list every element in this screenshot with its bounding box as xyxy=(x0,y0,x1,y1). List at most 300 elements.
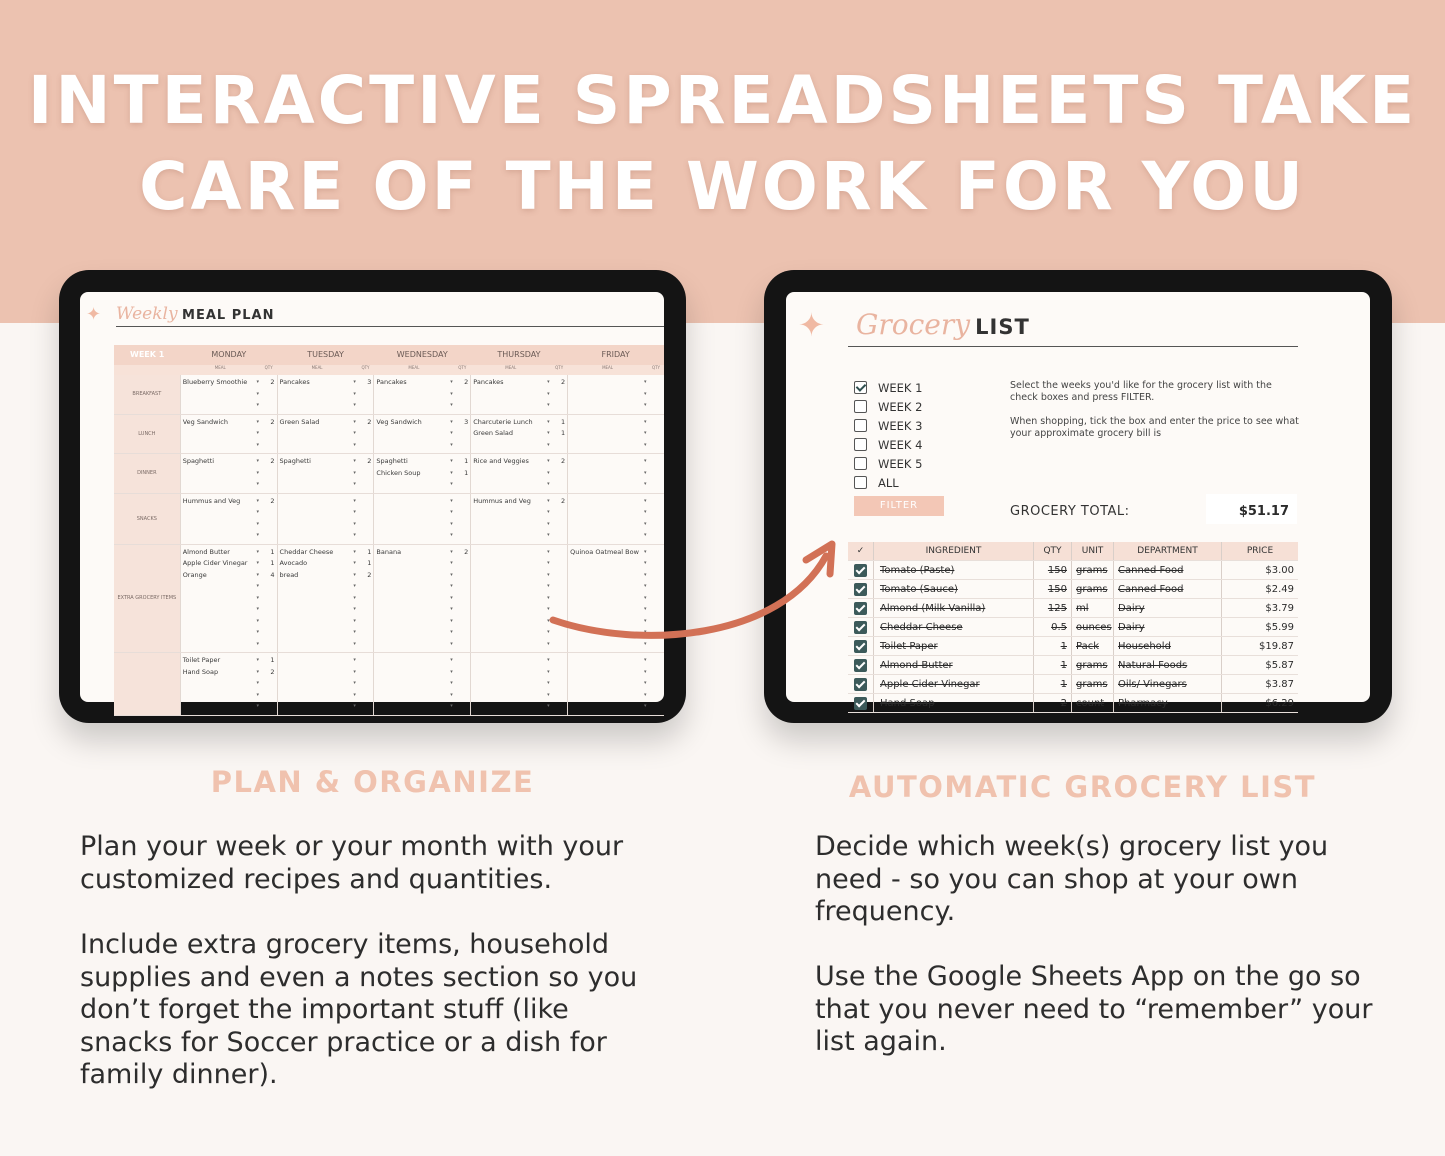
dropdown-arrow-icon[interactable]: ▾ xyxy=(450,629,453,635)
dropdown-arrow-icon[interactable]: ▾ xyxy=(450,668,453,675)
meal-entry[interactable] xyxy=(376,479,468,491)
meal-entry[interactable] xyxy=(473,377,565,389)
dropdown-arrow-icon[interactable]: ▾ xyxy=(256,469,260,476)
dropdown-arrow-icon[interactable]: ▾ xyxy=(353,703,356,709)
meal-entry[interactable] xyxy=(570,547,662,559)
dropdown-arrow-icon[interactable]: ▾ xyxy=(450,583,453,589)
meal-entry[interactable] xyxy=(570,627,662,639)
meal-entry[interactable] xyxy=(376,440,468,452)
dropdown-arrow-icon[interactable]: ▾ xyxy=(643,441,647,448)
dropdown-arrow-icon[interactable]: ▾ xyxy=(256,571,260,578)
dropdown-arrow-icon[interactable]: ▾ xyxy=(353,657,356,663)
meal-entry[interactable] xyxy=(183,581,275,593)
dropdown-arrow-icon[interactable]: ▾ xyxy=(256,548,260,555)
dropdown-arrow-icon[interactable]: ▾ xyxy=(450,402,453,408)
meal-entry[interactable] xyxy=(473,547,565,559)
dropdown-arrow-icon[interactable]: ▾ xyxy=(353,680,356,686)
meal-entry[interactable] xyxy=(473,507,565,519)
dropdown-arrow-icon[interactable]: ▾ xyxy=(643,497,647,504)
grocery-price[interactable]: $3.79 xyxy=(1265,603,1294,614)
meal-entry[interactable] xyxy=(570,593,662,605)
meal-entry[interactable] xyxy=(473,570,565,582)
dropdown-arrow-icon[interactable]: ▾ xyxy=(643,402,647,408)
meal-entry[interactable] xyxy=(280,604,372,616)
dropdown-arrow-icon[interactable]: ▾ xyxy=(450,481,453,487)
meal-entry[interactable] xyxy=(376,377,468,389)
meal-entry[interactable] xyxy=(570,456,662,468)
dropdown-arrow-icon[interactable]: ▾ xyxy=(353,390,356,397)
meal-entry[interactable] xyxy=(570,496,662,508)
dropdown-arrow-icon[interactable]: ▾ xyxy=(353,379,356,385)
dropdown-arrow-icon[interactable]: ▾ xyxy=(450,703,453,709)
meal-entry[interactable] xyxy=(570,400,662,412)
meal-entry[interactable] xyxy=(280,701,372,713)
dropdown-arrow-icon[interactable]: ▾ xyxy=(353,441,356,448)
meal-entry[interactable] xyxy=(376,519,468,531)
dropdown-arrow-icon[interactable]: ▾ xyxy=(450,441,453,448)
meal-entry[interactable] xyxy=(280,440,372,452)
dropdown-arrow-icon[interactable]: ▾ xyxy=(547,691,550,698)
meal-entry[interactable] xyxy=(570,678,662,690)
grocery-price[interactable]: $5.99 xyxy=(1265,622,1294,633)
dropdown-arrow-icon[interactable]: ▾ xyxy=(450,458,453,464)
meal-entry[interactable] xyxy=(376,530,468,542)
dropdown-arrow-icon[interactable]: ▾ xyxy=(256,532,260,538)
meal-entry[interactable] xyxy=(183,530,275,542)
meal-entry[interactable] xyxy=(570,570,662,582)
meal-entry[interactable] xyxy=(473,627,565,639)
dropdown-arrow-icon[interactable]: ▾ xyxy=(256,390,260,397)
meal-entry[interactable] xyxy=(280,616,372,628)
meal-entry[interactable] xyxy=(473,496,565,508)
meal-entry[interactable] xyxy=(280,428,372,440)
meal-entry[interactable] xyxy=(183,593,275,605)
meal-entry[interactable] xyxy=(570,507,662,519)
dropdown-arrow-icon[interactable]: ▾ xyxy=(643,606,647,612)
dropdown-arrow-icon[interactable]: ▾ xyxy=(643,548,647,555)
dropdown-arrow-icon[interactable]: ▾ xyxy=(450,617,453,624)
meal-entry[interactable] xyxy=(376,417,468,429)
dropdown-arrow-icon[interactable]: ▾ xyxy=(643,458,647,464)
dropdown-arrow-icon[interactable]: ▾ xyxy=(450,469,453,476)
meal-entry[interactable] xyxy=(280,639,372,651)
meal-entry[interactable] xyxy=(183,627,275,639)
meal-entry[interactable] xyxy=(376,428,468,440)
meal-entry[interactable] xyxy=(183,428,275,440)
dropdown-arrow-icon[interactable]: ▾ xyxy=(450,497,453,504)
dropdown-arrow-icon[interactable]: ▾ xyxy=(353,469,356,476)
dropdown-arrow-icon[interactable]: ▾ xyxy=(256,441,260,448)
dropdown-arrow-icon[interactable]: ▾ xyxy=(256,379,260,385)
meal-entry[interactable] xyxy=(376,496,468,508)
week-option[interactable] xyxy=(854,454,922,473)
dropdown-arrow-icon[interactable]: ▾ xyxy=(450,657,453,663)
meal-entry[interactable] xyxy=(183,701,275,713)
dropdown-arrow-icon[interactable]: ▾ xyxy=(353,458,356,464)
dropdown-arrow-icon[interactable]: ▾ xyxy=(256,640,260,647)
dropdown-arrow-icon[interactable]: ▾ xyxy=(450,379,453,385)
meal-entry[interactable] xyxy=(570,558,662,570)
meal-entry[interactable] xyxy=(280,456,372,468)
meal-entry[interactable] xyxy=(183,479,275,491)
meal-entry[interactable] xyxy=(280,507,372,519)
dropdown-arrow-icon[interactable]: ▾ xyxy=(450,594,453,601)
dropdown-arrow-icon[interactable]: ▾ xyxy=(256,402,260,408)
checkbox-icon[interactable] xyxy=(854,419,867,432)
dropdown-arrow-icon[interactable]: ▾ xyxy=(547,571,550,578)
dropdown-arrow-icon[interactable]: ▾ xyxy=(450,640,453,647)
meal-entry[interactable] xyxy=(376,678,468,690)
meal-entry[interactable] xyxy=(473,530,565,542)
meal-entry[interactable] xyxy=(376,570,468,582)
meal-entry[interactable] xyxy=(570,428,662,440)
meal-entry[interactable] xyxy=(473,593,565,605)
meal-entry[interactable] xyxy=(183,519,275,531)
dropdown-arrow-icon[interactable]: ▾ xyxy=(547,481,550,487)
dropdown-arrow-icon[interactable]: ▾ xyxy=(353,548,356,555)
filter-button[interactable]: FILTER xyxy=(854,496,944,516)
week-option[interactable] xyxy=(854,435,922,454)
dropdown-arrow-icon[interactable]: ▾ xyxy=(450,691,453,698)
dropdown-arrow-icon[interactable]: ▾ xyxy=(256,703,260,709)
grocery-price[interactable]: $2.49 xyxy=(1265,584,1294,595)
meal-entry[interactable] xyxy=(280,417,372,429)
meal-entry[interactable] xyxy=(183,377,275,389)
grocery-price[interactable]: $5.87 xyxy=(1265,660,1294,671)
dropdown-arrow-icon[interactable]: ▾ xyxy=(547,379,550,385)
dropdown-arrow-icon[interactable]: ▾ xyxy=(256,657,260,663)
dropdown-arrow-icon[interactable]: ▾ xyxy=(353,571,356,578)
dropdown-arrow-icon[interactable]: ▾ xyxy=(643,390,647,397)
meal-entry[interactable] xyxy=(183,690,275,702)
meal-entry[interactable] xyxy=(473,519,565,531)
checkbox-icon[interactable] xyxy=(854,640,867,653)
meal-entry[interactable] xyxy=(183,400,275,412)
meal-entry[interactable] xyxy=(183,678,275,690)
meal-entry[interactable] xyxy=(376,655,468,667)
meal-entry[interactable] xyxy=(473,604,565,616)
dropdown-arrow-icon[interactable]: ▾ xyxy=(643,509,647,515)
week-option[interactable] xyxy=(854,378,922,397)
dropdown-arrow-icon[interactable]: ▾ xyxy=(643,680,647,686)
dropdown-arrow-icon[interactable]: ▾ xyxy=(450,571,453,578)
meal-entry[interactable] xyxy=(473,701,565,713)
meal-entry[interactable] xyxy=(570,655,662,667)
meal-entry[interactable] xyxy=(280,593,372,605)
dropdown-arrow-icon[interactable]: ▾ xyxy=(353,418,356,425)
dropdown-arrow-icon[interactable]: ▾ xyxy=(353,617,356,624)
dropdown-arrow-icon[interactable]: ▾ xyxy=(547,458,550,464)
dropdown-arrow-icon[interactable]: ▾ xyxy=(643,571,647,578)
meal-entry[interactable] xyxy=(570,639,662,651)
dropdown-arrow-icon[interactable]: ▾ xyxy=(450,560,453,566)
dropdown-arrow-icon[interactable]: ▾ xyxy=(643,532,647,538)
dropdown-arrow-icon[interactable]: ▾ xyxy=(547,583,550,589)
dropdown-arrow-icon[interactable]: ▾ xyxy=(353,560,356,566)
meal-entry[interactable] xyxy=(473,400,565,412)
meal-entry[interactable] xyxy=(473,428,565,440)
meal-entry[interactable] xyxy=(280,377,372,389)
dropdown-arrow-icon[interactable]: ▾ xyxy=(256,629,260,635)
meal-entry[interactable] xyxy=(473,479,565,491)
dropdown-arrow-icon[interactable]: ▾ xyxy=(256,497,260,504)
dropdown-arrow-icon[interactable]: ▾ xyxy=(353,497,356,504)
checkbox-icon[interactable] xyxy=(854,697,867,710)
meal-entry[interactable] xyxy=(183,655,275,667)
dropdown-arrow-icon[interactable]: ▾ xyxy=(450,390,453,397)
meal-entry[interactable] xyxy=(183,389,275,401)
meal-entry[interactable] xyxy=(376,581,468,593)
dropdown-arrow-icon[interactable]: ▾ xyxy=(353,668,356,675)
dropdown-arrow-icon[interactable]: ▾ xyxy=(353,402,356,408)
dropdown-arrow-icon[interactable]: ▾ xyxy=(547,402,550,408)
dropdown-arrow-icon[interactable]: ▾ xyxy=(353,629,356,635)
dropdown-arrow-icon[interactable]: ▾ xyxy=(547,680,550,686)
dropdown-arrow-icon[interactable]: ▾ xyxy=(547,594,550,601)
meal-entry[interactable] xyxy=(473,456,565,468)
dropdown-arrow-icon[interactable]: ▾ xyxy=(643,469,647,476)
dropdown-arrow-icon[interactable]: ▾ xyxy=(643,594,647,601)
meal-entry[interactable] xyxy=(280,690,372,702)
meal-entry[interactable] xyxy=(376,507,468,519)
dropdown-arrow-icon[interactable]: ▾ xyxy=(256,680,260,686)
meal-entry[interactable] xyxy=(473,389,565,401)
dropdown-arrow-icon[interactable]: ▾ xyxy=(353,691,356,698)
dropdown-arrow-icon[interactable]: ▾ xyxy=(353,481,356,487)
meal-entry[interactable] xyxy=(183,468,275,480)
checkbox-icon[interactable] xyxy=(854,381,867,394)
meal-entry[interactable] xyxy=(280,400,372,412)
meal-entry[interactable] xyxy=(183,547,275,559)
dropdown-arrow-icon[interactable]: ▾ xyxy=(643,379,647,385)
meal-entry[interactable] xyxy=(280,655,372,667)
dropdown-arrow-icon[interactable]: ▾ xyxy=(256,594,260,601)
meal-entry[interactable] xyxy=(473,690,565,702)
dropdown-arrow-icon[interactable]: ▾ xyxy=(256,691,260,698)
dropdown-arrow-icon[interactable]: ▾ xyxy=(450,418,453,425)
checkbox-icon[interactable] xyxy=(854,678,867,691)
meal-entry[interactable] xyxy=(570,616,662,628)
meal-entry[interactable] xyxy=(183,456,275,468)
meal-entry[interactable] xyxy=(376,639,468,651)
meal-entry[interactable] xyxy=(183,558,275,570)
meal-entry[interactable] xyxy=(473,639,565,651)
dropdown-arrow-icon[interactable]: ▾ xyxy=(256,509,260,515)
dropdown-arrow-icon[interactable]: ▾ xyxy=(353,583,356,589)
meal-entry[interactable] xyxy=(183,616,275,628)
meal-entry[interactable] xyxy=(376,627,468,639)
meal-entry[interactable] xyxy=(183,604,275,616)
checkbox-icon[interactable] xyxy=(854,602,867,615)
meal-entry[interactable] xyxy=(280,389,372,401)
dropdown-arrow-icon[interactable]: ▾ xyxy=(547,617,550,624)
meal-entry[interactable] xyxy=(376,593,468,605)
dropdown-arrow-icon[interactable]: ▾ xyxy=(547,668,550,675)
meal-entry[interactable] xyxy=(280,667,372,679)
meal-entry[interactable] xyxy=(280,678,372,690)
checkbox-icon[interactable] xyxy=(854,400,867,413)
meal-entry[interactable] xyxy=(473,558,565,570)
dropdown-arrow-icon[interactable]: ▾ xyxy=(256,560,260,566)
dropdown-arrow-icon[interactable]: ▾ xyxy=(643,703,647,709)
dropdown-arrow-icon[interactable]: ▾ xyxy=(547,532,550,538)
dropdown-arrow-icon[interactable]: ▾ xyxy=(353,509,356,515)
dropdown-arrow-icon[interactable]: ▾ xyxy=(450,532,453,538)
dropdown-arrow-icon[interactable]: ▾ xyxy=(256,617,260,624)
dropdown-arrow-icon[interactable]: ▾ xyxy=(547,520,550,527)
meal-entry[interactable] xyxy=(570,604,662,616)
dropdown-arrow-icon[interactable]: ▾ xyxy=(547,441,550,448)
meal-entry[interactable] xyxy=(473,581,565,593)
meal-entry[interactable] xyxy=(570,530,662,542)
dropdown-arrow-icon[interactable]: ▾ xyxy=(643,617,647,624)
meal-entry[interactable] xyxy=(570,468,662,480)
meal-entry[interactable] xyxy=(473,667,565,679)
grocery-price[interactable]: $3.87 xyxy=(1265,679,1294,690)
meal-entry[interactable] xyxy=(570,417,662,429)
meal-entry[interactable] xyxy=(570,519,662,531)
dropdown-arrow-icon[interactable]: ▾ xyxy=(450,520,453,527)
dropdown-arrow-icon[interactable]: ▾ xyxy=(643,481,647,487)
grocery-price[interactable]: $19.87 xyxy=(1259,641,1294,652)
dropdown-arrow-icon[interactable]: ▾ xyxy=(256,606,260,612)
meal-entry[interactable] xyxy=(570,479,662,491)
meal-entry[interactable] xyxy=(376,468,468,480)
dropdown-arrow-icon[interactable]: ▾ xyxy=(643,691,647,698)
meal-entry[interactable] xyxy=(183,507,275,519)
meal-entry[interactable] xyxy=(376,558,468,570)
dropdown-arrow-icon[interactable]: ▾ xyxy=(547,418,550,425)
grocery-price[interactable]: $3.00 xyxy=(1265,565,1294,576)
dropdown-arrow-icon[interactable]: ▾ xyxy=(256,418,260,425)
checkbox-icon[interactable] xyxy=(854,621,867,634)
meal-entry[interactable] xyxy=(183,570,275,582)
dropdown-arrow-icon[interactable]: ▾ xyxy=(547,497,550,504)
dropdown-arrow-icon[interactable]: ▾ xyxy=(547,560,550,566)
meal-entry[interactable] xyxy=(376,604,468,616)
dropdown-arrow-icon[interactable]: ▾ xyxy=(256,430,260,436)
dropdown-arrow-icon[interactable]: ▾ xyxy=(353,640,356,647)
meal-entry[interactable] xyxy=(570,440,662,452)
dropdown-arrow-icon[interactable]: ▾ xyxy=(547,657,550,663)
dropdown-arrow-icon[interactable]: ▾ xyxy=(256,458,260,464)
dropdown-arrow-icon[interactable]: ▾ xyxy=(450,606,453,612)
dropdown-arrow-icon[interactable]: ▾ xyxy=(547,703,550,709)
dropdown-arrow-icon[interactable]: ▾ xyxy=(643,520,647,527)
meal-entry[interactable] xyxy=(183,639,275,651)
meal-entry[interactable] xyxy=(183,496,275,508)
dropdown-arrow-icon[interactable]: ▾ xyxy=(547,509,550,515)
dropdown-arrow-icon[interactable]: ▾ xyxy=(353,532,356,538)
dropdown-arrow-icon[interactable]: ▾ xyxy=(643,657,647,663)
dropdown-arrow-icon[interactable]: ▾ xyxy=(256,481,260,487)
week-label[interactable]: WEEK 1 xyxy=(130,350,165,359)
meal-entry[interactable] xyxy=(280,496,372,508)
meal-entry[interactable] xyxy=(570,377,662,389)
dropdown-arrow-icon[interactable]: ▾ xyxy=(353,520,356,527)
meal-entry[interactable] xyxy=(376,547,468,559)
grocery-price[interactable]: $6.29 xyxy=(1265,698,1294,709)
meal-entry[interactable] xyxy=(376,400,468,412)
meal-entry[interactable] xyxy=(280,547,372,559)
dropdown-arrow-icon[interactable]: ▾ xyxy=(643,583,647,589)
dropdown-arrow-icon[interactable]: ▾ xyxy=(353,430,356,436)
meal-entry[interactable] xyxy=(570,690,662,702)
meal-entry[interactable] xyxy=(280,530,372,542)
dropdown-arrow-icon[interactable]: ▾ xyxy=(450,680,453,686)
dropdown-arrow-icon[interactable]: ▾ xyxy=(450,548,453,555)
meal-entry[interactable] xyxy=(280,558,372,570)
dropdown-arrow-icon[interactable]: ▾ xyxy=(353,606,356,612)
checkbox-icon[interactable] xyxy=(854,476,867,489)
dropdown-arrow-icon[interactable]: ▾ xyxy=(643,640,647,647)
meal-entry[interactable] xyxy=(280,479,372,491)
week-option[interactable] xyxy=(854,416,922,435)
meal-entry[interactable] xyxy=(280,570,372,582)
dropdown-arrow-icon[interactable]: ▾ xyxy=(547,629,550,635)
meal-entry[interactable] xyxy=(473,417,565,429)
meal-entry[interactable] xyxy=(280,627,372,639)
meal-entry[interactable] xyxy=(376,616,468,628)
meal-entry[interactable] xyxy=(183,440,275,452)
meal-entry[interactable] xyxy=(473,616,565,628)
meal-entry[interactable] xyxy=(570,667,662,679)
meal-entry[interactable] xyxy=(473,678,565,690)
meal-entry[interactable] xyxy=(280,468,372,480)
meal-entry[interactable] xyxy=(183,667,275,679)
dropdown-arrow-icon[interactable]: ▾ xyxy=(450,430,453,436)
dropdown-arrow-icon[interactable]: ▾ xyxy=(547,430,550,436)
dropdown-arrow-icon[interactable]: ▾ xyxy=(547,548,550,555)
meal-entry[interactable] xyxy=(376,690,468,702)
meal-entry[interactable] xyxy=(183,417,275,429)
checkbox-icon[interactable] xyxy=(854,564,867,577)
meal-entry[interactable] xyxy=(376,456,468,468)
meal-entry[interactable] xyxy=(280,581,372,593)
week-option[interactable] xyxy=(854,397,922,416)
dropdown-arrow-icon[interactable]: ▾ xyxy=(643,668,647,675)
dropdown-arrow-icon[interactable]: ▾ xyxy=(256,520,260,527)
meal-entry[interactable] xyxy=(570,701,662,713)
dropdown-arrow-icon[interactable]: ▾ xyxy=(643,430,647,436)
meal-entry[interactable] xyxy=(376,389,468,401)
dropdown-arrow-icon[interactable]: ▾ xyxy=(643,629,647,635)
dropdown-arrow-icon[interactable]: ▾ xyxy=(450,509,453,515)
meal-entry[interactable] xyxy=(570,389,662,401)
week-option[interactable] xyxy=(854,473,922,492)
dropdown-arrow-icon[interactable]: ▾ xyxy=(353,594,356,601)
meal-entry[interactable] xyxy=(376,701,468,713)
meal-entry[interactable] xyxy=(473,655,565,667)
meal-entry[interactable] xyxy=(376,667,468,679)
dropdown-arrow-icon[interactable]: ▾ xyxy=(547,640,550,647)
dropdown-arrow-icon[interactable]: ▾ xyxy=(256,583,260,589)
dropdown-arrow-icon[interactable]: ▾ xyxy=(547,390,550,397)
dropdown-arrow-icon[interactable]: ▾ xyxy=(256,668,260,675)
checkbox-icon[interactable] xyxy=(854,438,867,451)
checkbox-icon[interactable] xyxy=(854,457,867,470)
checkbox-icon[interactable] xyxy=(854,583,867,596)
dropdown-arrow-icon[interactable]: ▾ xyxy=(547,606,550,612)
dropdown-arrow-icon[interactable]: ▾ xyxy=(547,469,550,476)
meal-entry[interactable] xyxy=(473,440,565,452)
meal-entry[interactable] xyxy=(473,468,565,480)
meal-entry[interactable] xyxy=(570,581,662,593)
dropdown-arrow-icon[interactable]: ▾ xyxy=(643,560,647,566)
checkbox-icon[interactable] xyxy=(854,659,867,672)
dropdown-arrow-icon[interactable]: ▾ xyxy=(643,418,647,425)
meal-entry[interactable] xyxy=(280,519,372,531)
